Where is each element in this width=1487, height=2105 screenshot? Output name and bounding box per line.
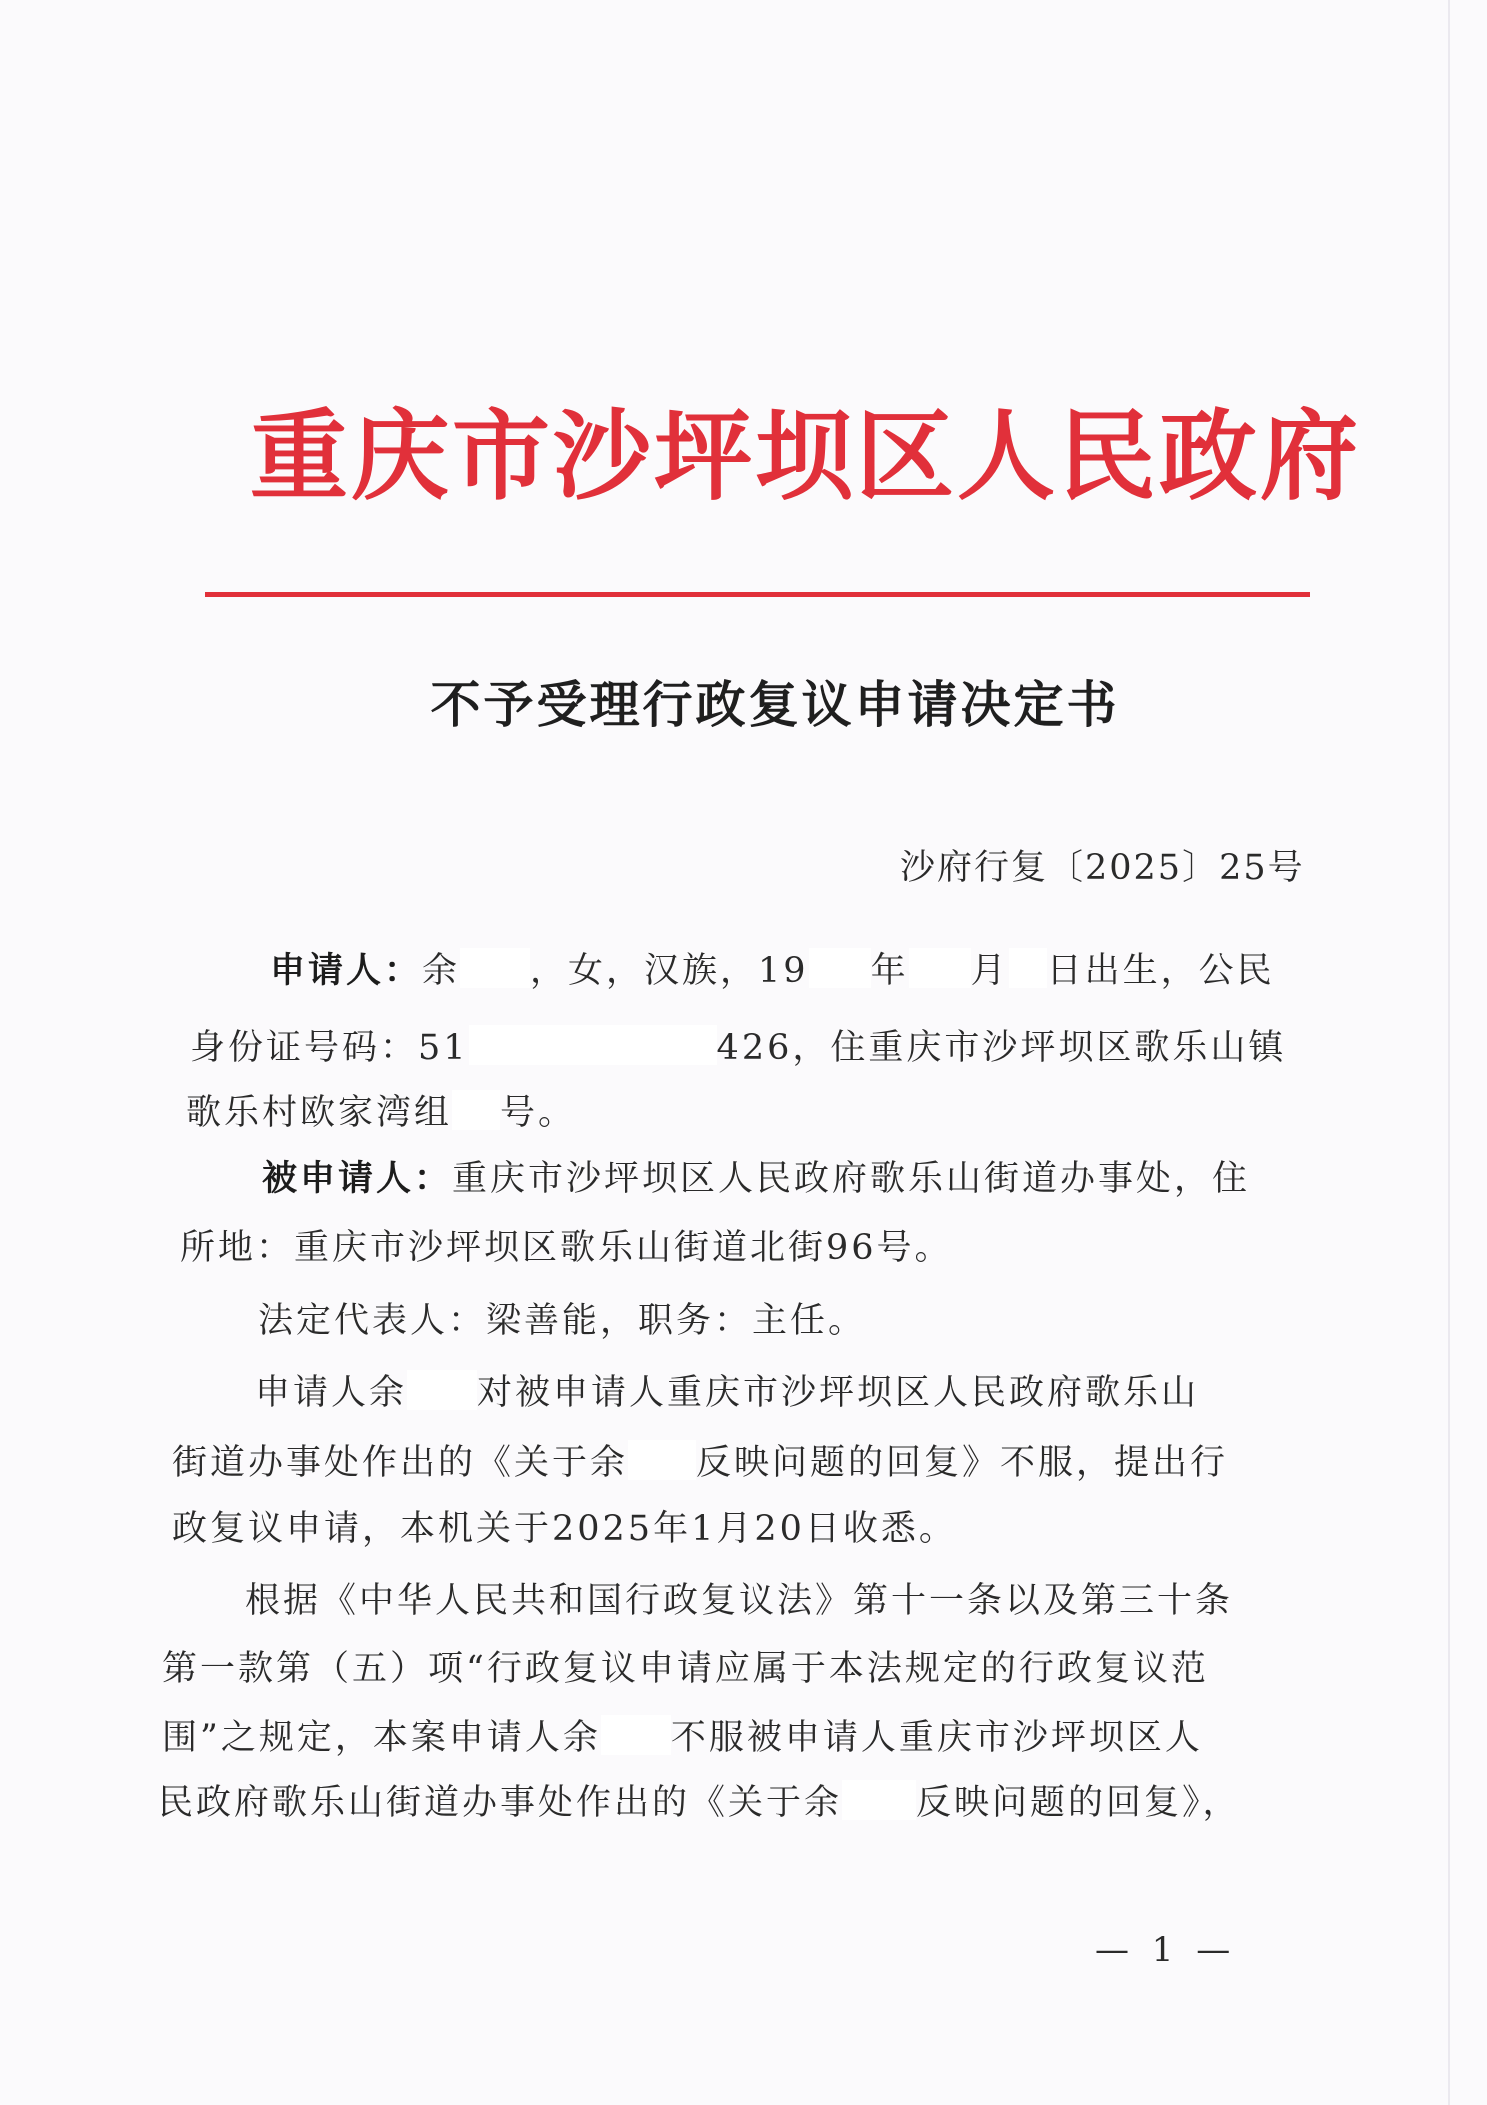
- bleed-through-text: [250, 282, 894, 319]
- redaction-mask: [909, 948, 971, 988]
- respondent-label: 被申请人：: [262, 1158, 453, 1199]
- redaction-mask: [601, 1715, 671, 1755]
- applicant-line-3: 歌乐村欧家湾组 号。: [186, 1090, 576, 1134]
- redaction-mask: [460, 948, 530, 988]
- para2-line-1: 根据《中华人民共和国行政复议法》第十一条以及第三十条: [245, 1581, 1234, 1621]
- redaction-mask: [469, 1025, 717, 1065]
- redaction-mask: [842, 1780, 916, 1820]
- para2-line-2: 第一款第（五）项“行政复议申请应属于本法规定的行政复议范: [162, 1649, 1209, 1689]
- redaction-mask: [452, 1090, 500, 1130]
- redaction-mask: [628, 1440, 696, 1480]
- redaction-mask: [1009, 948, 1047, 988]
- paper-fold-line: [1448, 0, 1450, 2105]
- redaction-mask: [407, 1370, 477, 1410]
- respondent-line-2: 所地：重庆市沙坪坝区歌乐山街道北街96号。: [180, 1228, 953, 1268]
- para1-line-2: 街道办事处作出的《关于余 反映问题的回复》不服，提出行: [172, 1440, 1228, 1484]
- page-number: — 1 —: [1095, 1930, 1237, 1970]
- red-separator-line: [205, 592, 1310, 597]
- issuing-authority-header: 重庆市沙坪坝区人民政府: [250, 399, 1362, 514]
- redaction-mask: [809, 948, 871, 988]
- respondent-line-1: 被申请人：重庆市沙坪坝区人民政府歌乐山街道办事处，住: [262, 1158, 1251, 1199]
- applicant-line-1: 申请人：余 ，女，汉族，19 年 月 日出生，公民: [270, 950, 1275, 991]
- applicant-line-2: 身份证号码：51 426，住重庆市沙坪坝区歌乐山镇: [190, 1025, 1286, 1069]
- document-number: 沙府行复〔2025〕25号: [900, 848, 1305, 888]
- para1-line-3: 政复议申请，本机关于2025年1月20日收悉。: [172, 1509, 957, 1549]
- document-title: 不予受理行政复议申请决定书: [430, 675, 1120, 734]
- para2-line-4: 民政府歌乐山街道办事处作出的《关于余 反映问题的回复》，: [158, 1780, 1241, 1824]
- legal-representative: 法定代表人：梁善能，职务：主任。: [258, 1301, 867, 1341]
- para1-line-1: 申请人余 对被申请人重庆市沙坪坝区人民政府歌乐山: [255, 1370, 1199, 1414]
- para2-line-3: 围”之规定，本案申请人余 不服被申请人重庆市沙坪坝区人: [162, 1715, 1203, 1759]
- applicant-label: 申请人：: [270, 950, 423, 991]
